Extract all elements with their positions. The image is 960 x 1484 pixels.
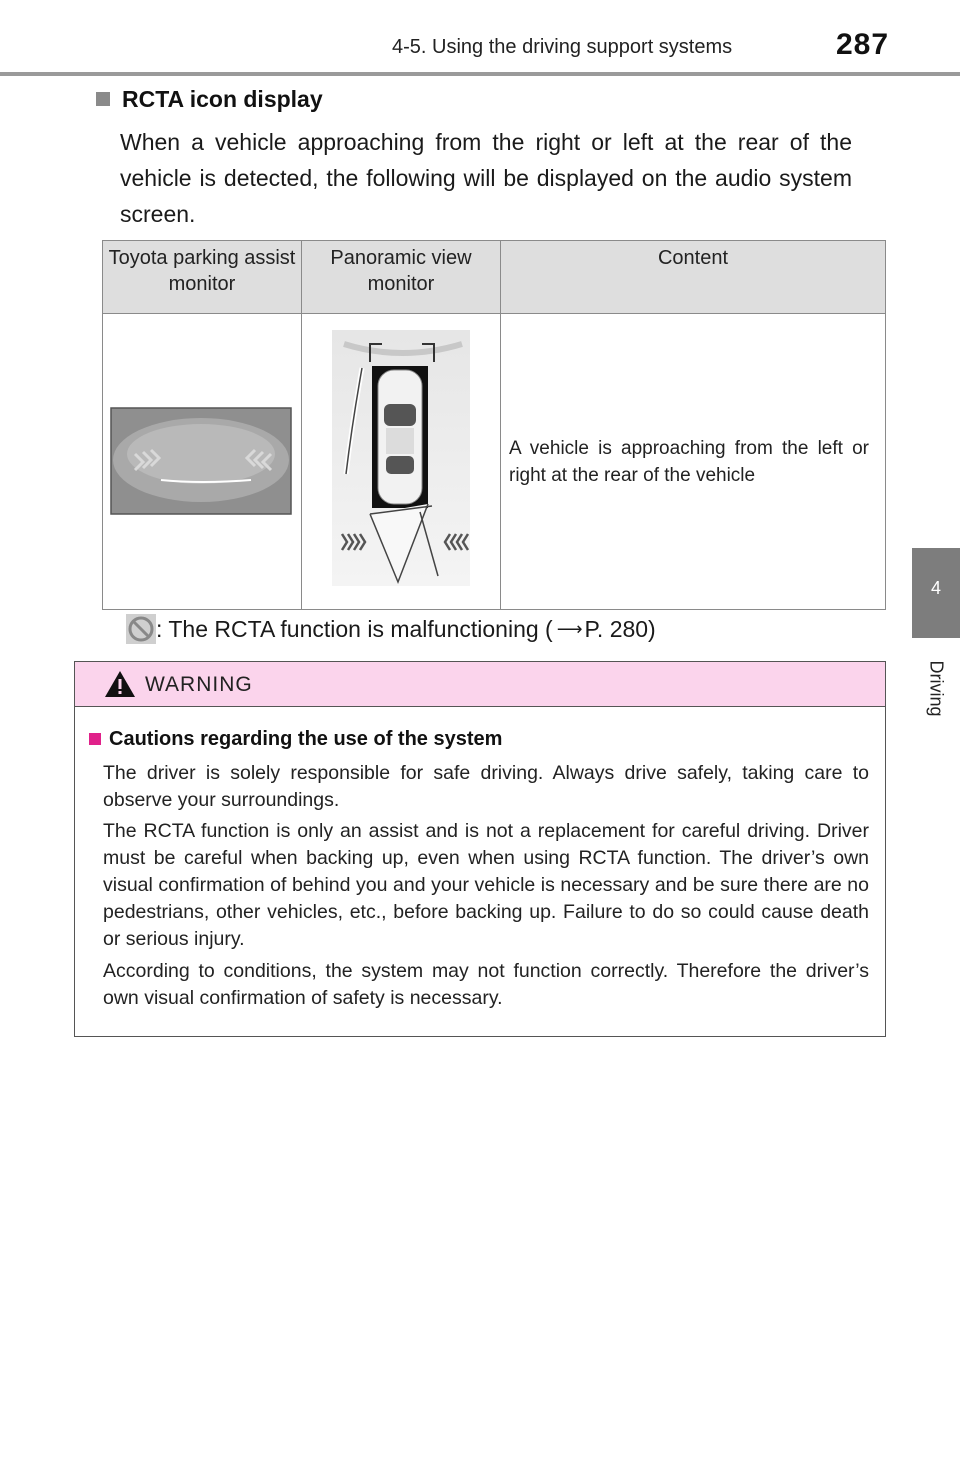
section-heading-text: RCTA icon display [122, 86, 323, 112]
page-number: 287 [836, 28, 890, 61]
chapter-label-container [918, 650, 954, 730]
warning-subheading-text: Cautions regarding the use of the system [109, 728, 503, 750]
section-heading [96, 86, 323, 113]
malfunction-note-text: : The RCTA function is malfunctioning ( [156, 615, 553, 642]
square-bullet-icon [96, 92, 110, 106]
malfunction-page-ref: P. 280) [584, 615, 656, 642]
table-header-row [103, 241, 886, 314]
panoramic-view-illustration [302, 314, 500, 604]
parking-assist-illustration-cell [103, 314, 302, 610]
running-header: 4-5. Using the driving support systems [392, 36, 733, 58]
chapter-label: Driving [926, 660, 947, 717]
header-content: Content [501, 241, 886, 314]
content-description: A vehicle is approaching from the left or right at the rear of the vehicle [501, 314, 886, 610]
warning-paragraph-3: According to conditions, the system may not function correctly. Therefore the driver’s own visual confirmation of safety is necessary. [103, 960, 869, 1009]
header-rule [0, 72, 960, 76]
rcta-malfunction-icon [126, 614, 156, 644]
malfunction-note [126, 614, 656, 644]
page-ref-arrow-icon: ⟶ [556, 618, 583, 639]
chapter-tab [912, 548, 960, 638]
panoramic-view-illustration-cell [302, 314, 501, 610]
rcta-icon-table [102, 240, 886, 610]
chapter-number: 4 [930, 578, 941, 598]
warning-header [75, 662, 885, 707]
warning-paragraph-1: The driver is solely responsible for safe driving. Always drive safely, taking care to observe your surroundings. [103, 762, 869, 811]
square-bullet-icon [89, 733, 101, 745]
section-paragraph: When a vehicle approaching from the right or left at the rear of the vehicle is detected, the following will be displayed on the audio system screen. [120, 129, 852, 227]
warning-box [74, 661, 886, 1037]
header-toyota-parking-assist: Toyota parking assist monitor [103, 241, 302, 314]
parking-assist-screen-illustration [103, 314, 301, 604]
table-row [103, 314, 886, 610]
warning-label: WARNING [145, 673, 253, 696]
header-panoramic-view: Panoramic view monitor [302, 241, 501, 314]
warning-paragraph-2: The RCTA function is only an assist and is not a replacement for careful driving. Driver must be careful when backing up, even when using RCTA function. The driver’s own visual confirmation of behind you and your vehicle is necessary and be sure there are no pedestrians, other vehicles, etc., before backing up. Failure to do so could cause death or serious injury. [103, 820, 869, 950]
warning-subheading [89, 728, 502, 751]
warning-triangle-icon [103, 669, 137, 699]
